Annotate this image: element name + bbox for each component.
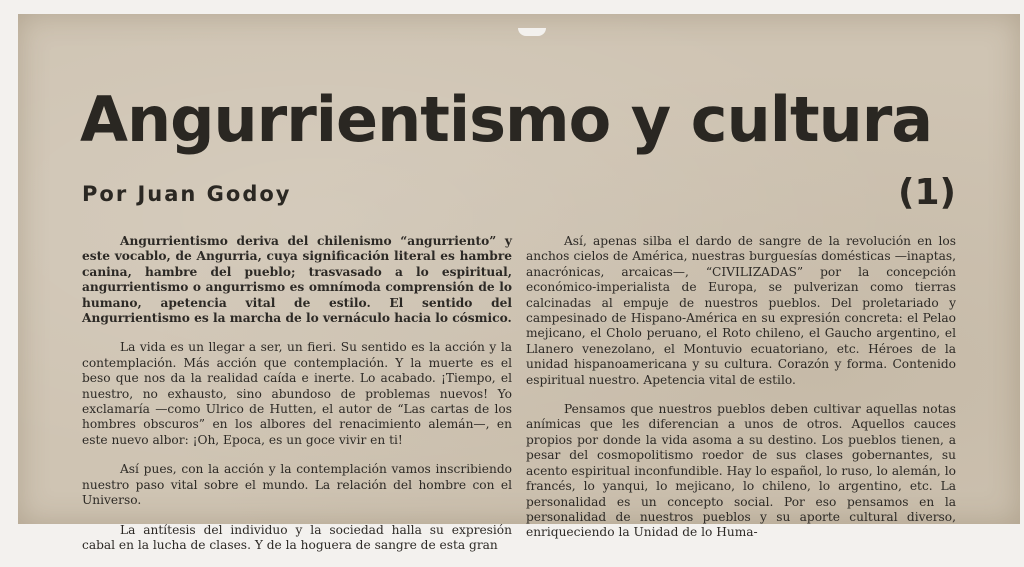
article-byline: Por Juan Godoy bbox=[82, 182, 292, 206]
body-paragraph: Pensamos que nuestros pueblos deben cultivar aquellas notas anímicas que les diferencian a unos de otros. Aquellos cauces propios por donde la vida asoma a su destino. Los pueblos tienen, a pesar del cosmopolitismo roedor de sus clases gobernantes, su acento espiritual inconfundible. Hay lo español, lo ruso, lo alemán, lo francés, lo yanqui, lo mejicano, lo chileno, lo argentino, etc. La personalidad es un concepto social. Por eso pensamos en la personalidad de nuestros pueblos y su aporte cultural diverso, enriqueciendo la Unidad de lo Huma- bbox=[526, 402, 956, 540]
article-title: Angurrientismo y cultura bbox=[80, 83, 933, 156]
body-paragraph: La vida es un llegar a ser, un fieri. Su sentido es la acción y la contemplación. Más acción que contemplación. Y la muerte es el beso que nos da la realidad caída e inerte. Lo acabado. ¡Tiempo, el nuestro, no exhausto, sino abundoso de problemas nuevos! Yo exclamaría —como Ulrico de Hutten, el autor de “Las cartas de los hombres obscuros” en los albores del renacimiento alemán—, en este nuevo albor: ¡Oh, Epoca, es un goce vivir en ti! bbox=[82, 340, 512, 447]
intro-paragraph: Angurrientismo deriva del chilenismo “angurriento” y este vocablo, de Angurria, cuya significación literal es hambre canina, hambre del pueblo; trasvasado a lo espiritual, angurrientismo o angurrismo es omnímoda comprensión de lo humano, apetencia vital de estilo. El sentido del Angurrientismo es la marcha de lo vernáculo hacia lo cósmico. bbox=[82, 234, 512, 326]
newspaper-page bbox=[18, 14, 1020, 552]
left-column bbox=[82, 234, 512, 567]
body-paragraph: Así pues, con la acción y la contemplación vamos inscribiendo nuestro paso vital sobre el mundo. La relación del hombre con el Universo. bbox=[82, 462, 512, 508]
body-paragraph: La antítesis del individuo y la sociedad halla su expresión cabal en la lucha de clases. Y de la hoguera de sangre de esta gran bbox=[82, 522, 512, 552]
article-part-number: (1) bbox=[898, 172, 956, 213]
paper-tear bbox=[518, 28, 546, 36]
body-paragraph: Así, apenas silba el dardo de sangre de la revolución en los anchos cielos de América, nuestras burguesías domésticas —inaptas, anacrónicas, arcaicas—, “CIVILIZADAS” por la concepción económico-imperialista de Europa, se pulverizan como tierras calcinadas al empuje de nuestros pueblos. Del proletariado y campesinado de Hispano-América en su expresión concreta: el Pelao mejicano, el Cholo peruano, el Roto chileno, el Gaucho argentino, el Llanero venezolano, el Montuvio ecuatoriano, etc. Héroes de la unidad hispanoamericana y su cultura. Corazón y forma. Contenido espiritual nuestro. Apetencia vital de estilo. bbox=[526, 234, 956, 387]
right-column bbox=[526, 234, 956, 555]
